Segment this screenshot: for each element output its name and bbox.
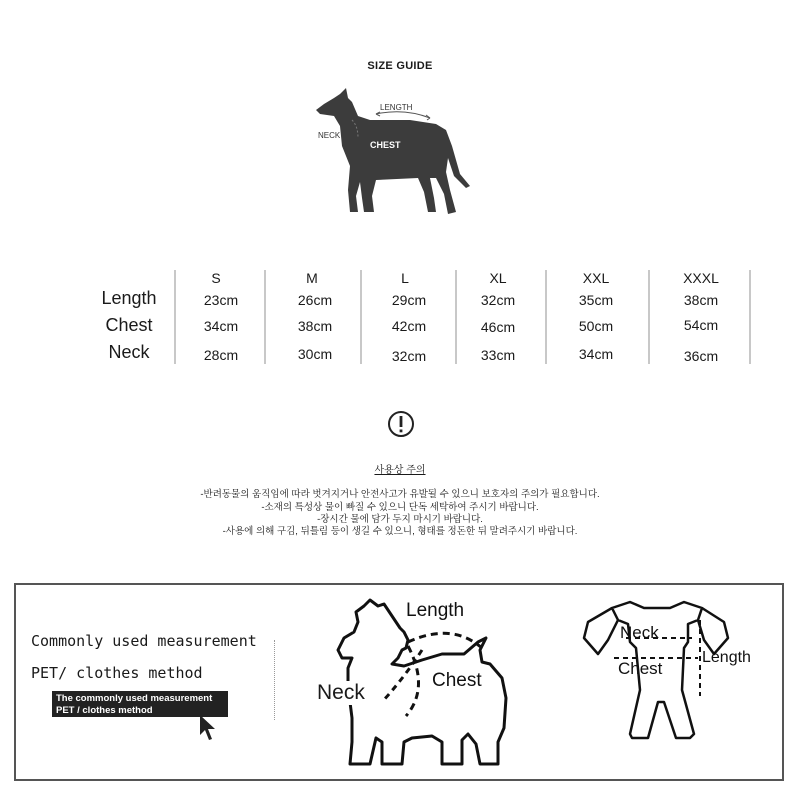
clothes-label-length: Length [702,649,751,666]
row-label-chest: Chest [105,315,153,335]
notice-line: -장시간 물에 담가 두지 마시기 바랍니다. [317,514,483,525]
size-header-m: M [306,270,318,286]
chest-dash-line [408,633,482,648]
size-header-s: S [211,270,221,286]
row-label-length: Length [101,288,157,308]
dog-silhouette-figure [300,86,480,221]
neck-dash-line [406,646,419,716]
notice-line: -반려동물의 움직임에 따라 벗겨지거나 안전사고가 유발될 수 있으니 보호자의 주의가 필요합니다. [200,489,600,500]
clothes-label-neck: Neck [620,623,659,642]
size-header-xxxl: XXXL [683,270,719,286]
size-header-xl: XL [489,270,507,286]
clothes-label-chest: Chest [618,659,663,678]
cell-neck-xxxl: 36cm [683,348,719,364]
dog-label-neck: Neck [317,681,365,704]
notice-title: 사용상 주의 [374,465,426,476]
figure-label-length: LENGTH [380,103,413,112]
dog-label-chest: Chest [432,670,482,691]
cell-neck-xl: 33cm [480,347,516,363]
cursor-arrow-icon [198,713,220,743]
cell-neck-m: 30cm [297,346,333,362]
cell-chest-l: 42cm [391,318,427,334]
size-header-l: L [401,270,409,286]
cell-length-xxl: 35cm [578,292,614,308]
dotted-divider [274,640,275,720]
figure-label-chest: CHEST [370,140,401,150]
length-arrow [376,112,430,118]
badge-line2: PET / clothes method [56,705,153,716]
badge-line1: The commonly used measurement [56,693,213,704]
clothes-outline-figure [578,598,768,774]
column-divider [648,270,650,364]
cell-neck-l: 32cm [391,348,427,364]
sleeve-left [584,608,618,654]
size-header-xxl: XXL [582,270,610,286]
cell-length-s: 23cm [203,292,239,308]
notice-line: -사용에 의해 구김, 뒤틀림 등이 생길 수 있으니, 형태를 정돈한 뒤 말려주시기 바랍니다. [222,526,578,537]
cell-length-l: 29cm [391,292,427,308]
exclamation-circle-icon [387,410,415,438]
cell-length-xl: 32cm [480,292,516,308]
cell-neck-xxl: 34cm [578,346,614,362]
figure-label-neck: NECK [318,131,341,140]
column-divider [545,270,547,364]
cell-chest-xxxl: 54cm [683,317,719,333]
dog-label-length: Length [406,600,465,621]
cell-chest-xl: 46cm [480,319,516,335]
cell-length-xxxl: 38cm [683,292,719,308]
cell-chest-xxl: 50cm [578,318,614,334]
cell-length-m: 26cm [297,292,333,308]
sleeve-right [698,608,728,654]
row-label-neck: Neck [108,342,150,362]
measurement-title-line2: PET/ clothes method [31,664,203,682]
size-guide-title: SIZE GUIDE [367,60,433,72]
cell-neck-s: 28cm [203,347,239,363]
cell-chest-s: 34cm [203,318,239,334]
measurement-title-line1: Commonly used measurement [31,632,257,650]
cell-chest-m: 38cm [297,318,333,334]
notice-line: -소재의 특성상 물이 빠질 수 있으니 단독 세탁하여 주시기 바랍니다. [261,502,539,513]
column-divider [749,270,751,364]
